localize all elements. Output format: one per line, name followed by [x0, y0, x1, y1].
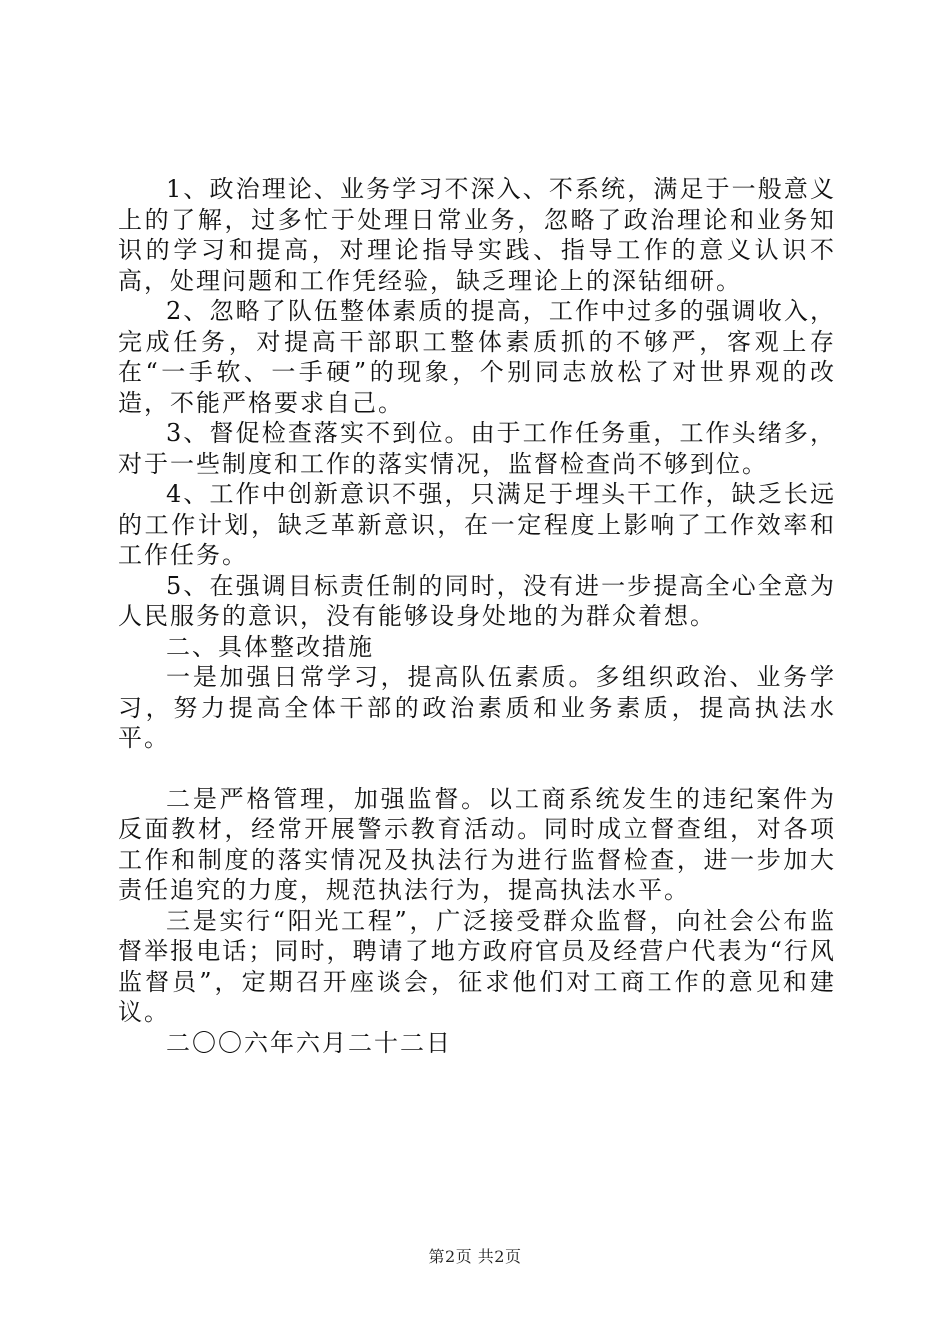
- document-date: 二〇〇六年六月二十二日: [166, 1028, 452, 1057]
- problem-item-2: 2、忽略了队伍整体素质的提高，工作中过多的强调收入，完成任务，对提高干部职工整体素质抓的不够严，客观上存在“一手软、一手硬”的现象，个别同志放松了对世界观的改造，不能严格要求自己。: [118, 297, 836, 417]
- problem-item-1: 1、政治理论、业务学习不深入、不系统，满足于一般意义上的了解，过多忙于处理日常业务，忽略了政治理论和业务知识的学习和提高，对理论指导实践、指导工作的意义认识不高，处理问题和工作凭经验，缺乏理论上的深钻细研。: [118, 175, 836, 295]
- section-heading: 二、具体整改措施: [166, 632, 374, 661]
- problem-item-4: 4、工作中创新意识不强，只满足于埋头干工作，缺乏长远的工作计划，缺乏革新意识，在一定程度上影响了工作效率和工作任务。: [118, 480, 836, 569]
- measure-item-1: 一是加强日常学习，提高队伍素质。多组织政治、业务学习，努力提高全体干部的政治素质和业务素质，提高执法水平。: [118, 663, 836, 752]
- problem-item-3: 3、督促检查落实不到位。由于工作任务重，工作头绪多，对于一些制度和工作的落实情况，监督检查尚不够到位。: [118, 419, 836, 478]
- measure-item-3: 三是实行“阳光工程”，广泛接受群众监督，向社会公布监督举报电话；同时，聘请了地方政府官员及经营户代表为“行风监督员”，定期召开座谈会，征求他们对工商工作的意见和建议。: [118, 906, 836, 1026]
- problem-item-5: 5、在强调目标责任制的同时，没有进一步提高全心全意为人民服务的意识，没有能够设身处地的为群众着想。: [118, 571, 836, 630]
- document-body: [118, 174, 836, 1058]
- measure-item-2: 二是严格管理，加强监督。以工商系统发生的违纪案件为反面教材，经常开展警示教育活动。同时成立督查组，对各项工作和制度的落实情况及执法行为进行监督检查，进一步加大责任追究的力度，规范执法行为，提高执法水平。: [118, 784, 836, 904]
- page-number-footer: 第2页 共2页: [428, 1247, 522, 1266]
